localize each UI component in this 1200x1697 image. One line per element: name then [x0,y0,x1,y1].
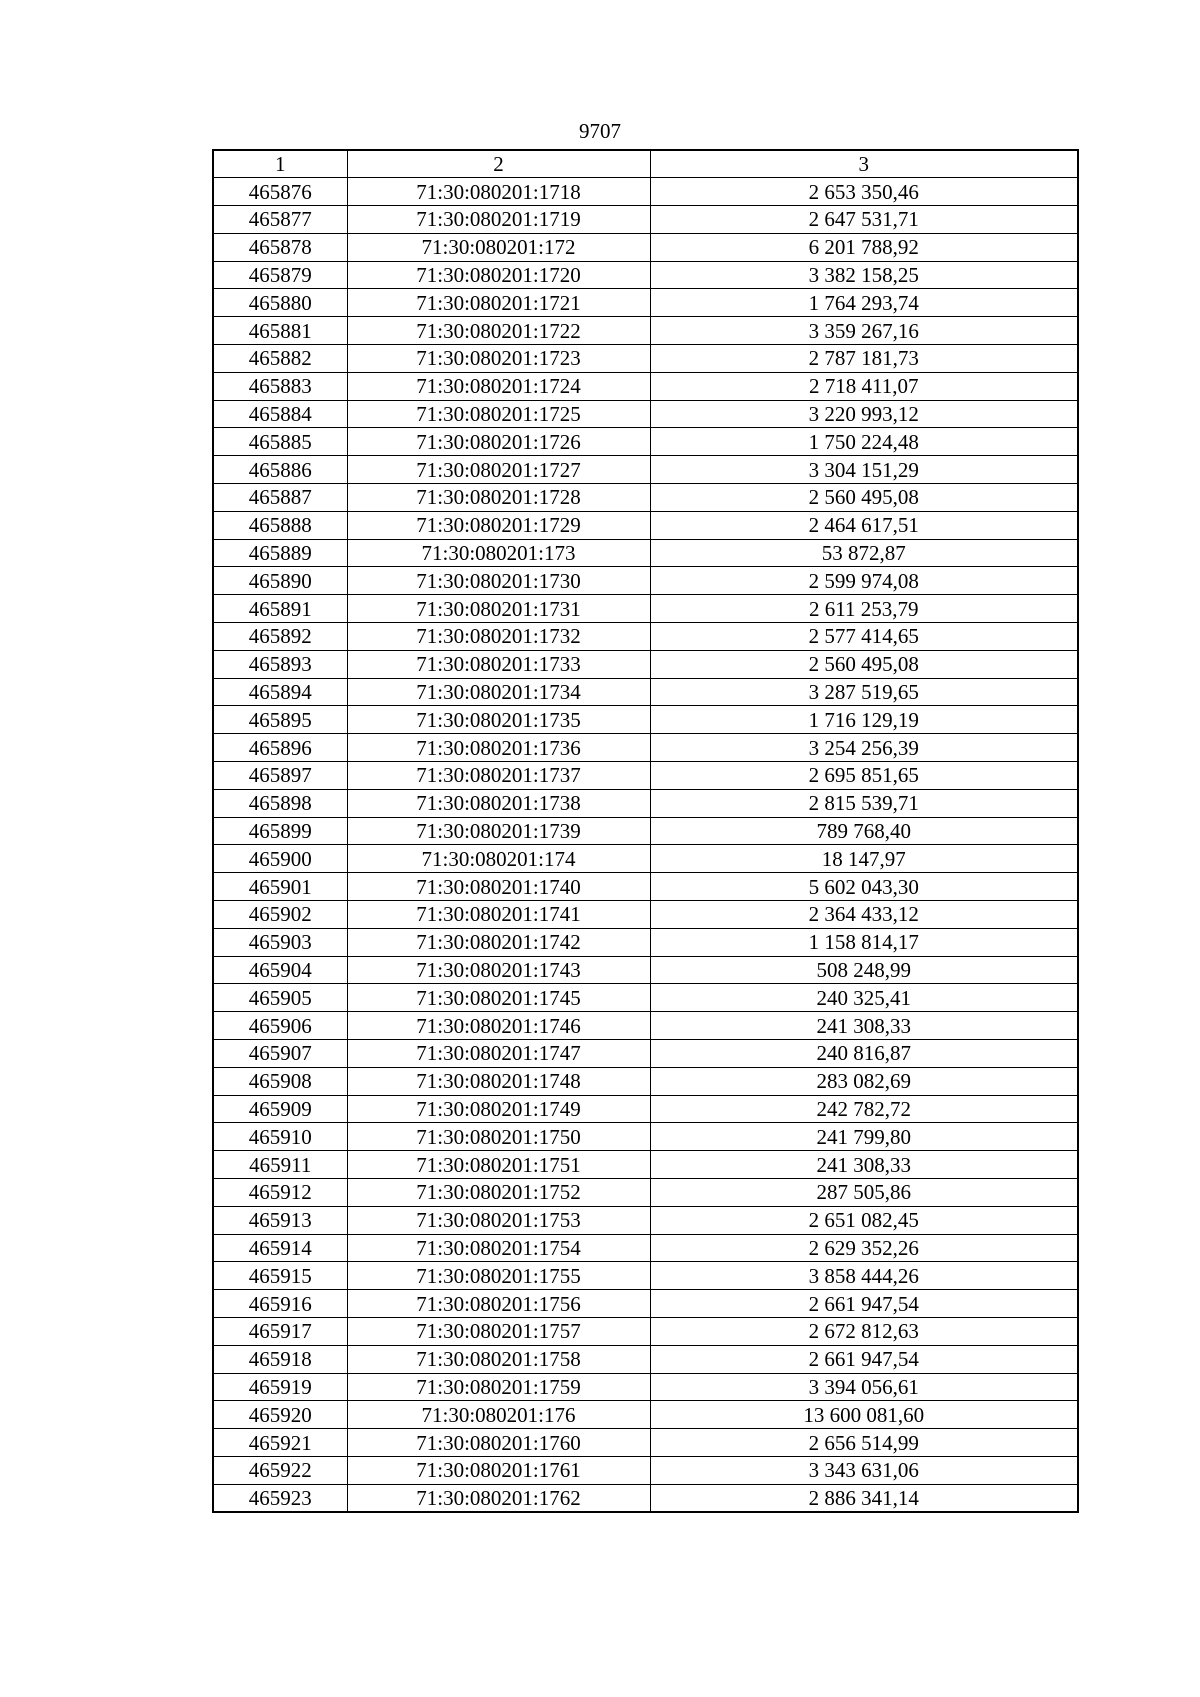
row-number-cell: 465914 [213,1234,347,1262]
cadastral-number-cell: 71:30:080201:1720 [347,261,650,289]
cadastral-number-cell: 71:30:080201:1750 [347,1123,650,1151]
cadastral-number-cell: 71:30:080201:1762 [347,1484,650,1512]
table-row [213,567,1078,595]
cadastral-number-cell: 71:30:080201:1748 [347,1067,650,1095]
row-number-cell: 465877 [213,206,347,234]
table-row [213,317,1078,345]
row-number-cell: 465907 [213,1040,347,1068]
cadastral-value-cell: 3 359 267,16 [650,317,1078,345]
table-row [213,456,1078,484]
table-row [213,789,1078,817]
column-header-2: 2 [347,150,650,178]
column-header-1: 1 [213,150,347,178]
cadastral-value-cell: 2 718 411,07 [650,372,1078,400]
cadastral-value-cell: 5 602 043,30 [650,873,1078,901]
row-number-cell: 465883 [213,372,347,400]
cadastral-value-cell: 2 599 974,08 [650,567,1078,595]
table-row [213,678,1078,706]
table-row [213,1373,1078,1401]
table-row [213,650,1078,678]
cadastral-number-cell: 71:30:080201:1729 [347,511,650,539]
row-number-cell: 465885 [213,428,347,456]
row-number-cell: 465886 [213,456,347,484]
row-number-cell: 465910 [213,1123,347,1151]
table-row [213,956,1078,984]
table-row [213,484,1078,512]
row-number-cell: 465906 [213,1012,347,1040]
cadastral-number-cell: 71:30:080201:1727 [347,456,650,484]
row-number-cell: 465918 [213,1345,347,1373]
cadastral-value-cell: 789 768,40 [650,817,1078,845]
cadastral-number-cell: 71:30:080201:1723 [347,345,650,373]
row-number-cell: 465920 [213,1401,347,1429]
row-number-cell: 465913 [213,1206,347,1234]
cadastral-value-cell: 1 750 224,48 [650,428,1078,456]
row-number-cell: 465881 [213,317,347,345]
cadastral-value-cell: 1 716 129,19 [650,706,1078,734]
cadastral-value-cell: 3 304 151,29 [650,456,1078,484]
row-number-cell: 465901 [213,873,347,901]
cadastral-value-cell: 241 308,33 [650,1012,1078,1040]
table-row [213,845,1078,873]
row-number-cell: 465889 [213,539,347,567]
cadastral-value-cell: 2 464 617,51 [650,511,1078,539]
table-row [213,817,1078,845]
cadastral-value-cell: 2 629 352,26 [650,1234,1078,1262]
cadastral-number-cell: 71:30:080201:173 [347,539,650,567]
cadastral-value-cell: 242 782,72 [650,1095,1078,1123]
cadastral-number-cell: 71:30:080201:1760 [347,1429,650,1457]
cadastral-number-cell: 71:30:080201:1722 [347,317,650,345]
row-number-cell: 465891 [213,595,347,623]
table-row [213,178,1078,206]
cadastral-value-cell: 13 600 081,60 [650,1401,1078,1429]
cadastral-value-cell: 2 656 514,99 [650,1429,1078,1457]
row-number-cell: 465922 [213,1456,347,1484]
row-number-cell: 465921 [213,1429,347,1457]
table-row [213,706,1078,734]
table-row [213,901,1078,929]
cadastral-value-cell: 1 158 814,17 [650,928,1078,956]
table-row [213,1456,1078,1484]
table-row [213,428,1078,456]
cadastral-value-cell: 240 816,87 [650,1040,1078,1068]
cadastral-number-cell: 71:30:080201:172 [347,233,650,261]
row-number-cell: 465890 [213,567,347,595]
table-row [213,928,1078,956]
cadastral-number-cell: 71:30:080201:1732 [347,623,650,651]
row-number-cell: 465915 [213,1262,347,1290]
table-row [213,1012,1078,1040]
row-number-cell: 465909 [213,1095,347,1123]
cadastral-number-cell: 71:30:080201:1761 [347,1456,650,1484]
row-number-cell: 465911 [213,1151,347,1179]
cadastral-number-cell: 71:30:080201:1741 [347,901,650,929]
table-row [213,1178,1078,1206]
cadastral-value-cell: 53 872,87 [650,539,1078,567]
cadastral-number-cell: 71:30:080201:1731 [347,595,650,623]
cadastral-number-cell: 71:30:080201:1743 [347,956,650,984]
cadastral-value-cell: 2 611 253,79 [650,595,1078,623]
cadastral-number-cell: 71:30:080201:1752 [347,1178,650,1206]
cadastral-value-cell: 3 254 256,39 [650,734,1078,762]
table-row [213,372,1078,400]
cadastral-value-cell: 287 505,86 [650,1178,1078,1206]
cadastral-number-cell: 71:30:080201:1749 [347,1095,650,1123]
table-row [213,734,1078,762]
cadastral-value-cell: 1 764 293,74 [650,289,1078,317]
cadastral-value-cell: 2 647 531,71 [650,206,1078,234]
table-row [213,1429,1078,1457]
table-row [213,511,1078,539]
cadastral-value-cell: 3 287 519,65 [650,678,1078,706]
cadastral-value-cell: 2 560 495,08 [650,484,1078,512]
row-number-cell: 465902 [213,901,347,929]
cadastral-number-cell: 71:30:080201:1747 [347,1040,650,1068]
row-number-cell: 465912 [213,1178,347,1206]
row-number-cell: 465903 [213,928,347,956]
cadastral-number-cell: 71:30:080201:1745 [347,984,650,1012]
cadastral-number-cell: 71:30:080201:1721 [347,289,650,317]
cadastral-number-cell: 71:30:080201:176 [347,1401,650,1429]
row-number-cell: 465895 [213,706,347,734]
column-header-3: 3 [650,150,1078,178]
table-row [213,984,1078,1012]
table-row [213,1151,1078,1179]
table-row [213,1234,1078,1262]
cadastral-value-cell: 241 799,80 [650,1123,1078,1151]
cadastral-number-cell: 71:30:080201:1724 [347,372,650,400]
row-number-cell: 465893 [213,650,347,678]
table-row [213,1123,1078,1151]
row-number-cell: 465880 [213,289,347,317]
row-number-cell: 465879 [213,261,347,289]
cadastral-number-cell: 71:30:080201:1733 [347,650,650,678]
cadastral-number-cell: 71:30:080201:1753 [347,1206,650,1234]
row-number-cell: 465904 [213,956,347,984]
cadastral-value-cell: 3 220 993,12 [650,400,1078,428]
cadastral-number-cell: 71:30:080201:1719 [347,206,650,234]
cadastral-number-cell: 71:30:080201:1754 [347,1234,650,1262]
cadastral-value-cell: 3 858 444,26 [650,1262,1078,1290]
cadastral-number-cell: 71:30:080201:1740 [347,873,650,901]
row-number-cell: 465894 [213,678,347,706]
cadastral-number-cell: 71:30:080201:1734 [347,678,650,706]
table-row [213,289,1078,317]
cadastral-number-cell: 71:30:080201:1728 [347,484,650,512]
row-number-cell: 465899 [213,817,347,845]
table-row [213,1262,1078,1290]
table-row [213,400,1078,428]
cadastral-value-cell: 2 651 082,45 [650,1206,1078,1234]
cadastral-number-cell: 71:30:080201:1730 [347,567,650,595]
cadastral-number-cell: 71:30:080201:1726 [347,428,650,456]
table-row [213,623,1078,651]
row-number-cell: 465892 [213,623,347,651]
cadastral-number-cell: 71:30:080201:1738 [347,789,650,817]
cadastral-number-cell: 71:30:080201:1735 [347,706,650,734]
row-number-cell: 465897 [213,762,347,790]
cadastral-value-cell: 283 082,69 [650,1067,1078,1095]
cadastral-number-cell: 71:30:080201:1759 [347,1373,650,1401]
table-row [213,1095,1078,1123]
row-number-cell: 465876 [213,178,347,206]
cadastral-value-cell: 2 695 851,65 [650,762,1078,790]
table-row [213,1401,1078,1429]
table-header-row [213,150,1078,178]
table-row [213,762,1078,790]
table-row [213,1040,1078,1068]
cadastral-number-cell: 71:30:080201:1757 [347,1317,650,1345]
cadastral-number-cell: 71:30:080201:1746 [347,1012,650,1040]
cadastral-value-cell: 3 382 158,25 [650,261,1078,289]
table-row [213,1317,1078,1345]
cadastral-number-cell: 71:30:080201:174 [347,845,650,873]
cadastral-number-cell: 71:30:080201:1742 [347,928,650,956]
table-row [213,261,1078,289]
cadastral-number-cell: 71:30:080201:1751 [347,1151,650,1179]
cadastral-value-cell: 2 787 181,73 [650,345,1078,373]
table-row [213,1067,1078,1095]
cadastral-value-cell: 240 325,41 [650,984,1078,1012]
row-number-cell: 465878 [213,233,347,261]
cadastral-number-cell: 71:30:080201:1739 [347,817,650,845]
cadastral-value-cell: 2 653 350,46 [650,178,1078,206]
cadastral-value-cell: 2 577 414,65 [650,623,1078,651]
cadastral-value-cell: 241 308,33 [650,1151,1078,1179]
table-row [213,345,1078,373]
cadastral-value-cell: 3 394 056,61 [650,1373,1078,1401]
table-body [213,178,1078,1512]
cadastral-value-cell: 3 343 631,06 [650,1456,1078,1484]
cadastral-value-cell: 2 886 341,14 [650,1484,1078,1512]
table-row [213,206,1078,234]
table-row [213,595,1078,623]
cadastral-number-cell: 71:30:080201:1725 [347,400,650,428]
row-number-cell: 465887 [213,484,347,512]
cadastral-number-cell: 71:30:080201:1718 [347,178,650,206]
row-number-cell: 465916 [213,1290,347,1318]
row-number-cell: 465905 [213,984,347,1012]
row-number-cell: 465908 [213,1067,347,1095]
table-row [213,1206,1078,1234]
cadastral-value-cell: 2 364 433,12 [650,901,1078,929]
row-number-cell: 465884 [213,400,347,428]
row-number-cell: 465898 [213,789,347,817]
table-row [213,873,1078,901]
row-number-cell: 465917 [213,1317,347,1345]
table-row [213,539,1078,567]
cadastral-number-cell: 71:30:080201:1737 [347,762,650,790]
page-number: 9707 [579,119,621,143]
cadastral-value-cell: 2 560 495,08 [650,650,1078,678]
row-number-cell: 465900 [213,845,347,873]
row-number-cell: 465896 [213,734,347,762]
cadastral-value-cell: 18 147,97 [650,845,1078,873]
table-row [213,1345,1078,1373]
cadastral-value-cell: 2 661 947,54 [650,1290,1078,1318]
table-row [213,233,1078,261]
row-number-cell: 465923 [213,1484,347,1512]
row-number-cell: 465919 [213,1373,347,1401]
cadastral-value-cell: 2 661 947,54 [650,1345,1078,1373]
row-number-cell: 465882 [213,345,347,373]
cadastral-number-cell: 71:30:080201:1758 [347,1345,650,1373]
cadastral-value-table [212,149,1079,1513]
cadastral-value-cell: 6 201 788,92 [650,233,1078,261]
cadastral-value-cell: 2 815 539,71 [650,789,1078,817]
row-number-cell: 465888 [213,511,347,539]
cadastral-number-cell: 71:30:080201:1736 [347,734,650,762]
cadastral-number-cell: 71:30:080201:1755 [347,1262,650,1290]
cadastral-value-cell: 508 248,99 [650,956,1078,984]
table-row [213,1484,1078,1512]
cadastral-value-cell: 2 672 812,63 [650,1317,1078,1345]
cadastral-number-cell: 71:30:080201:1756 [347,1290,650,1318]
table-row [213,1290,1078,1318]
